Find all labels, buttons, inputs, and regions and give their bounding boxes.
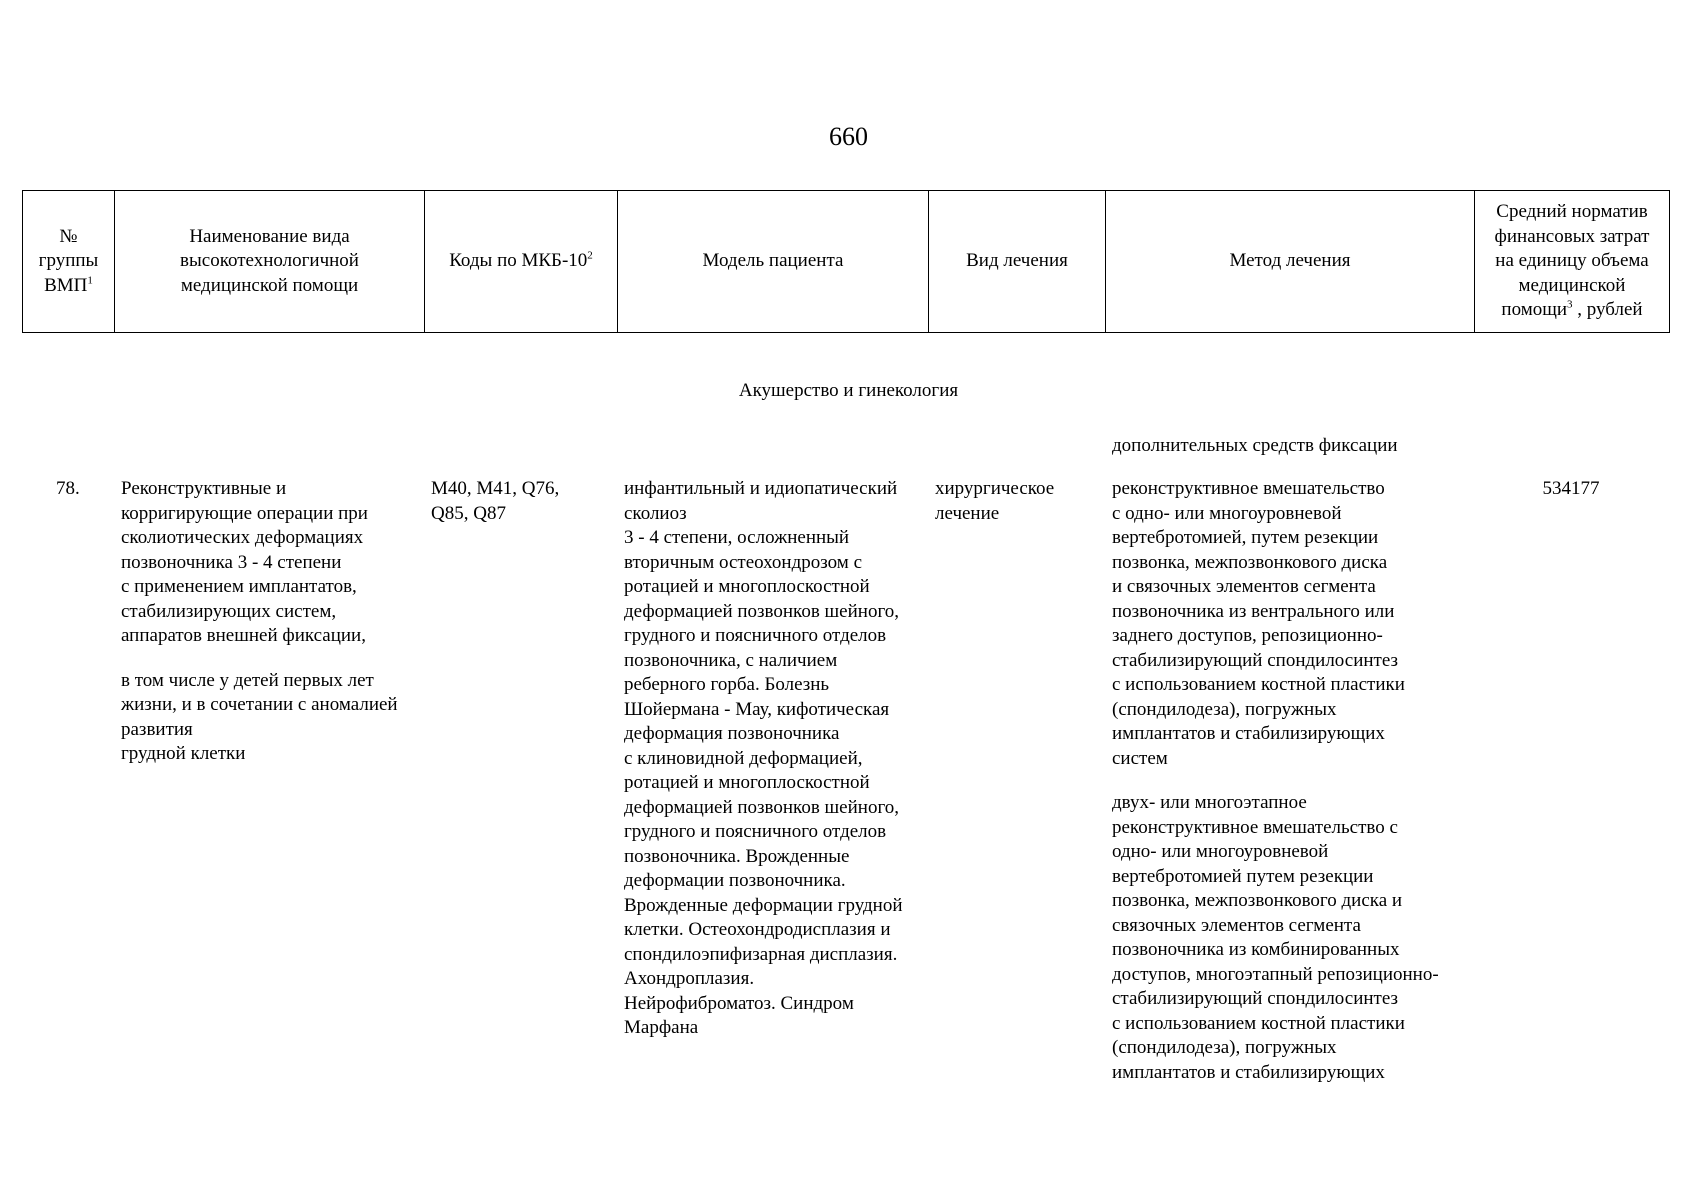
text-line: реконструктивное вмешательство: [1112, 478, 1385, 499]
row-number: 78.: [56, 478, 80, 499]
text-line: с клиновидной деформацией,: [624, 747, 863, 769]
text-line: ротацией и многоплоскостной: [624, 576, 870, 597]
text-line: систем: [1112, 747, 1168, 769]
text-line: ротацией и многоплоскостной: [624, 772, 870, 793]
text-line: реберного горба. Болезнь: [624, 674, 830, 695]
text-line: стабилизирующих систем,: [121, 600, 337, 622]
footnote-marker: 2: [587, 249, 593, 262]
text-line: имплантатов и стабилизирующих: [1112, 1061, 1385, 1083]
text-line: Марфана: [624, 1017, 699, 1038]
text-line: Врожденные деформации грудной: [624, 894, 903, 916]
text-line: связочных элементов сегмента: [1112, 914, 1361, 936]
section-title: Акушерство и гинекология: [738, 380, 959, 401]
footnote-marker: 3: [1567, 298, 1573, 311]
text-line: (спондилодеза), погружных: [1112, 1037, 1337, 1058]
text-line: Q85, Q87: [431, 502, 506, 524]
treatment-type-cell: [935, 477, 1054, 526]
text-line: инфантильный и идиопатический: [624, 478, 898, 499]
text-line: 3 - 4 степени, осложненный: [624, 527, 850, 548]
header-mkb-codes: Коды по МКБ-$10^2$: [425, 191, 618, 333]
text-line: сколиотических деформациях: [121, 527, 364, 548]
text-line: с применением имплантатов,: [121, 576, 357, 597]
page-number: 660: [829, 122, 868, 151]
text-line: грудного и поясничного отделов: [624, 625, 887, 646]
text-line: деформация позвоночника: [624, 723, 840, 744]
text-line: вертебротомией, путем резекции: [1112, 527, 1379, 548]
text-line: имплантатов и стабилизирующих: [1112, 723, 1385, 744]
text-line: позвоночника из комбинированных: [1112, 939, 1400, 960]
text-line: одно- или многоуровневой: [1112, 841, 1329, 862]
average-cost-value: 534177: [1542, 478, 1600, 499]
text-line: с использованием костной пластики: [1112, 1012, 1405, 1034]
text-line: сколиоз: [624, 502, 687, 524]
text-line: деформацией позвонков шейного,: [624, 600, 900, 622]
text-line: грудной клетки: [121, 743, 246, 764]
text-line: хирургическое: [935, 478, 1055, 499]
continued-method-text: дополнительных средств фиксации: [1112, 435, 1398, 456]
paragraph: [1112, 791, 1439, 1085]
paragraph: [1112, 477, 1439, 771]
paragraph: [121, 477, 398, 649]
text-line: в том числе у детей первых лет: [121, 669, 374, 691]
header-vmp-name: Наименование вида высокотехнологичной медицинской помощи: [115, 191, 425, 333]
text-line: с одно- или многоуровневой: [1112, 502, 1342, 524]
text-line: позвонка, межпозвонкового диска: [1112, 551, 1388, 573]
text-line: заднего доступов, репозиционно-: [1112, 625, 1383, 646]
text-line: и связочных элементов сегмента: [1112, 576, 1376, 597]
text-line: реконструктивное вмешательство с: [1112, 816, 1398, 838]
text-line: стабилизирующий спондилосинтез: [1112, 988, 1399, 1009]
header-treatment-type: Вид лечения: [929, 191, 1106, 333]
header-average-cost: Средний норматив финансовых затрат на единицу объема медицинской помощи$^3$ , рублей: [1475, 191, 1670, 333]
text-line: с использованием костной пластики: [1112, 674, 1405, 695]
text-line: стабилизирующий спондилосинтез: [1112, 649, 1399, 671]
header-treatment-method: Метод лечения: [1106, 191, 1475, 333]
mkb-codes-cell: [431, 477, 559, 526]
text-line: аппаратов внешней фиксации,: [121, 625, 366, 646]
text-line: деформацией позвонков шейного,: [624, 796, 900, 818]
vmp-name-cell: [121, 477, 398, 767]
header-group-number: № группы ВМП$^1$: [23, 191, 115, 333]
header-patient-model: Модель пациента: [618, 191, 929, 333]
patient-model-cell: [624, 477, 903, 1041]
footnote-marker: 1: [87, 274, 93, 287]
paragraph: [121, 669, 398, 767]
text-line: жизни, и в сочетании с аномалией: [121, 694, 398, 715]
text-line: позвоночника из вентрального или: [1112, 600, 1395, 622]
text-line: клетки. Остеохондродисплазия и: [624, 919, 891, 940]
text-line: развития: [121, 718, 193, 740]
text-line: M40, M41, Q76,: [431, 478, 560, 499]
text-line: деформации позвоночника.: [624, 870, 846, 891]
text-line: доступов, многоэтапный репозиционно-: [1112, 963, 1439, 985]
text-line: позвонка, межпозвонкового диска и: [1112, 890, 1403, 911]
text-line: Нейрофиброматоз. Синдром: [624, 992, 854, 1014]
text-line: Реконструктивные и: [121, 478, 287, 499]
treatment-method-cell: [1112, 477, 1439, 1085]
text-line: вторичным остеохондрозом с: [624, 551, 863, 573]
text-line: позвоночника. Врожденные: [624, 845, 850, 867]
text-line: спондилоэпифизарная дисплазия.: [624, 943, 898, 965]
text-line: позвоночника, с наличием: [624, 649, 838, 671]
text-line: Ахондроплазия.: [624, 968, 755, 989]
text-line: (спондилодеза), погружных: [1112, 698, 1337, 720]
text-line: Шойермана - Мау, кифотическая: [624, 698, 890, 720]
text-line: позвоночника 3 - 4 степени: [121, 551, 342, 573]
text-line: лечение: [935, 502, 1000, 524]
text-line: вертебротомией путем резекции: [1112, 865, 1374, 887]
text-line: двух- или многоэтапное: [1112, 792, 1307, 813]
text-line: корригирующие операции при: [121, 502, 368, 524]
text-line: грудного и поясничного отделов: [624, 821, 887, 842]
table-header: [22, 190, 1670, 333]
